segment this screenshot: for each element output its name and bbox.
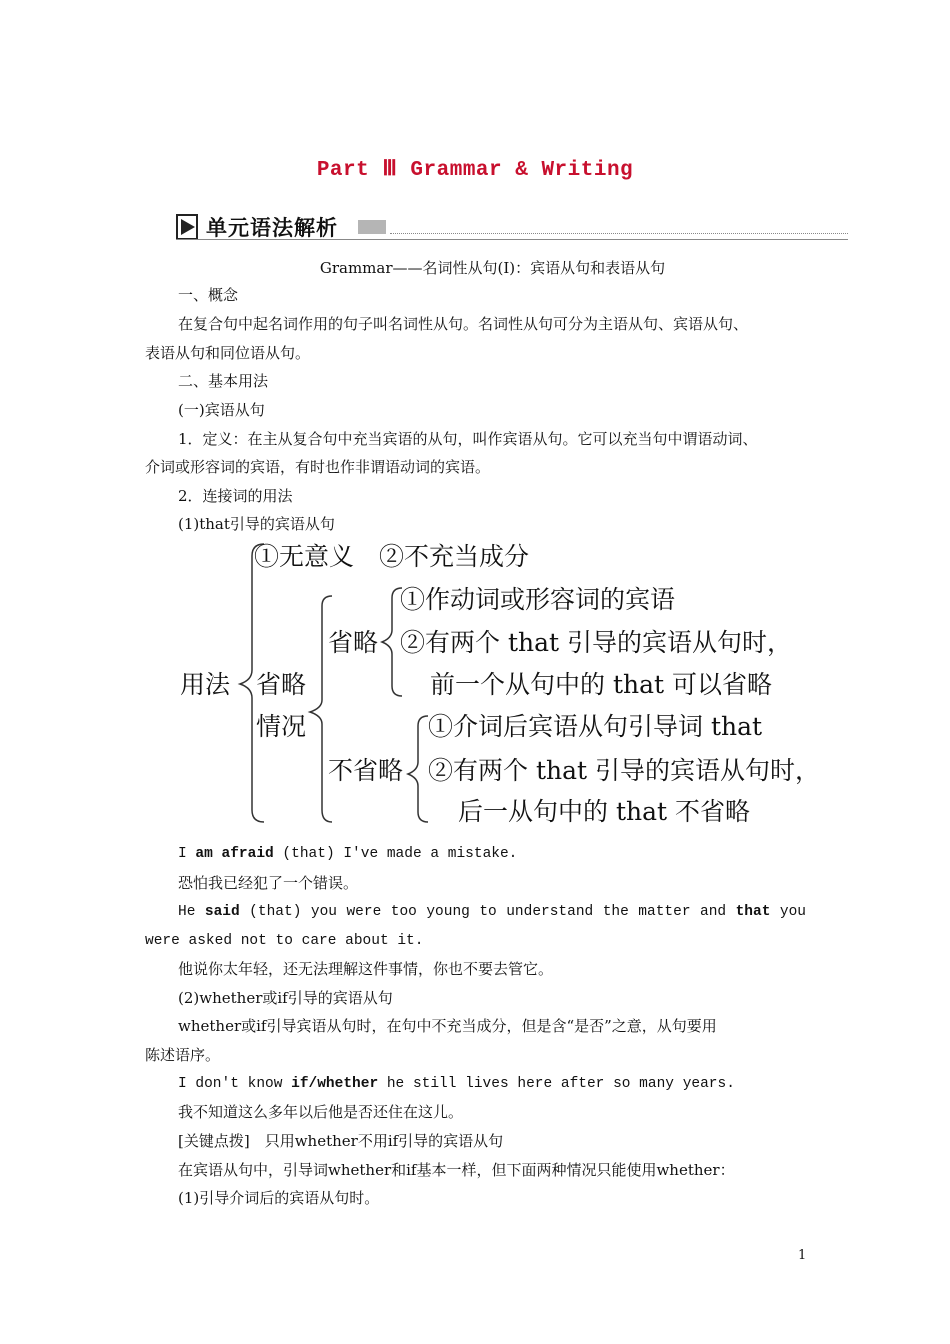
grammar-heading: Grammar——名词性从句(Ⅰ)：宾语从句和表语从句	[319, 259, 666, 277]
definition-text-2: 介词或形容词的宾语，有时也作非谓语动词的宾语。	[145, 458, 491, 476]
diagram-no-omit-1: ①介词后宾语从句引导词 that	[428, 712, 763, 741]
example-1: I am afraid (that) I've made a mistake.	[178, 846, 518, 862]
example-1-translation: 恐怕我已经犯了一个错误。	[178, 874, 359, 892]
diagram-no-omit-label: 不省略	[328, 756, 404, 785]
section-header	[176, 212, 848, 242]
concept-text-2: 表语从句和同位语从句。	[145, 344, 311, 362]
conj-heading: 2．连接词的用法	[178, 487, 293, 505]
page-number: 1	[798, 1248, 807, 1263]
diagram-root: 用法	[180, 670, 231, 699]
whether-example-translation: 我不知道这么多年以后他是否还住在这儿。	[178, 1103, 464, 1121]
object-clause-heading: (一)宾语从句	[178, 401, 265, 419]
key-tip: [关键点拨] 只用whether不用if引导的宾语从句	[178, 1132, 504, 1150]
header-dotted-rule	[390, 233, 848, 234]
diagram-branch-b-2: 情况	[256, 712, 307, 741]
example-2-line-2: were asked not to care about it.	[145, 933, 424, 949]
usage-heading: 二、基本用法	[178, 372, 269, 390]
concept-heading: 一、概念	[178, 286, 239, 304]
diagram-no-omit-2b: 后一从句中的 that 不省略	[458, 797, 750, 826]
diagram-no-omit-2a: ②有两个 that 引导的宾语从句时，	[428, 756, 820, 785]
page-title: Part Ⅲ Grammar & Writing	[316, 159, 634, 182]
whether-example: I don't know if/whether he still lives here after so many years.	[178, 1076, 735, 1092]
concept-text-1: 在复合句中起名词作用的句子叫名词性从句。名词性从句可分为主语从句、宾语从句、	[178, 315, 749, 333]
diagram-branch-a: ①无意义 ②不充当成分	[254, 542, 530, 571]
diagram-omit-label: 省略	[328, 628, 379, 657]
header-rule	[176, 239, 848, 240]
section-header-label: 单元语法解析	[206, 216, 338, 240]
diagram-branch-b-1: 省略	[256, 670, 307, 699]
definition-text-1: 1．定义：在主从复合句中充当宾语的从句，叫作宾语从句。它可以充当句中谓语动词、	[178, 430, 758, 448]
whether-text-1: whether或if引导宾语从句时，在句中不充当成分，但是含“是否”之意，从句要用	[178, 1017, 717, 1035]
diagram-omit-2b: 前一个从句中的 that 可以省略	[430, 670, 772, 699]
case-1: (1)引导介词后的宾语从句时。	[178, 1189, 380, 1207]
whether-heading: (2)whether或if引导的宾语从句	[178, 989, 393, 1007]
example-2-translation: 他说你太年轻，还无法理解这件事情，你也不要去管它。	[178, 960, 554, 978]
example-2-line-1: He said (that) you were too young to understand the matter and that you	[178, 904, 806, 920]
header-decoration	[358, 220, 386, 234]
diagram-omit-2a: ②有两个 that 引导的宾语从句时，	[400, 628, 792, 657]
key-tip-text: 在宾语从句中，引导词whether和if基本一样，但下面两种情况只能使用whether：	[178, 1161, 735, 1179]
that-heading: (1)that引导的宾语从句	[178, 515, 335, 533]
play-arrow-icon	[176, 214, 200, 240]
whether-text-2: 陈述语序。	[145, 1046, 221, 1064]
diagram-omit-1: ①作动词或形容词的宾语	[400, 585, 676, 614]
usage-diagram	[160, 538, 860, 838]
